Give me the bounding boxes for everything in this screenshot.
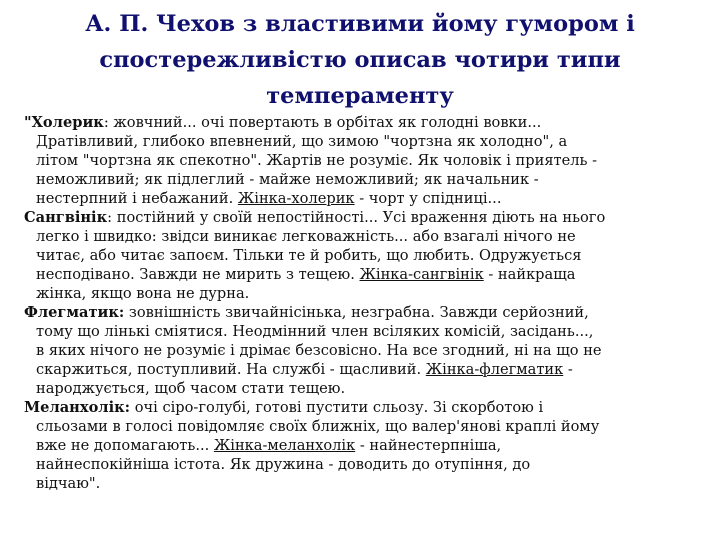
paragraph-melancholic: Меланхолік: очі сіро-голубі, готові пустити сльозу. Зі скорботою і сльозами в голосі повідомляє своїх ближніх, що валер'янові краплі йому вже не допомагають... Жінка-меланхолік - найнестерпніша, найнеспокійніша істота. Як дружина - доводить до отупіння, до відчаю". (24, 399, 600, 492)
paragraph-phlegmatic: Флегматик: зовнішність звичайнісінька, незграбна. Завжди серйозний, тому що лінькі сміятися. Неодмінний член всіляких комісій, засідань..., в яких нічого не розуміє і дрімає безсовісно. На все згодний, ні на що не скаржиться, поступливий. На службі - щасливий. Жінка-флегматик - народжується, щоб часом стати тещею. (24, 304, 602, 397)
paragraph-choleric: "Холерик: жовчний... очі повертають в орбітах як голодні вовки... Дратівливий, глибоко впевнений, що зимою "чортзна як холодно", а літом "чортзна як спекотно". Жартів не розуміє. Як чоловік і приятель - неможливий; як підлеглий - майже неможливий; як начальник - нестерпний і небажаний. Жінка-холерик - чорт у спідниці... (24, 114, 598, 207)
link-melancholic-woman[interactable]: Жінка-меланхолік (213, 437, 356, 454)
link-phlegmatic-woman[interactable]: Жінка-флегматик (425, 361, 564, 378)
term-sanguine: Сангвінік (24, 209, 108, 226)
term-melancholic: Меланхолік: (24, 399, 131, 416)
term-choleric: "Холерик (24, 114, 104, 131)
slide-body (24, 113, 700, 493)
link-sanguine-woman[interactable]: Жінка-сангвінік (359, 266, 484, 283)
paragraph-sanguine: Сангвінік: постійний у своїй непостійності... Усі враження діють на нього легко і швидко: звідси виникає легковажність... або взагалі нічого не читає, або читає запоєм. Тільки те й робить, що любить. Одружується несподівано. Завжди не мирить з тещею. Жінка-сангвінік - найкраща жінка, якщо вона не дурна. (24, 209, 606, 302)
term-phlegmatic: Флегматик: (24, 304, 125, 321)
title-line-2: спостережливістю описав чотири типи (99, 47, 621, 73)
link-choleric-woman[interactable]: Жінка-холерик (237, 190, 355, 207)
title-line-1: А. П. Чехов з властивими йому гумором і (85, 11, 635, 37)
title-line-3: темпераменту (266, 83, 454, 109)
slide-title (40, 6, 680, 114)
